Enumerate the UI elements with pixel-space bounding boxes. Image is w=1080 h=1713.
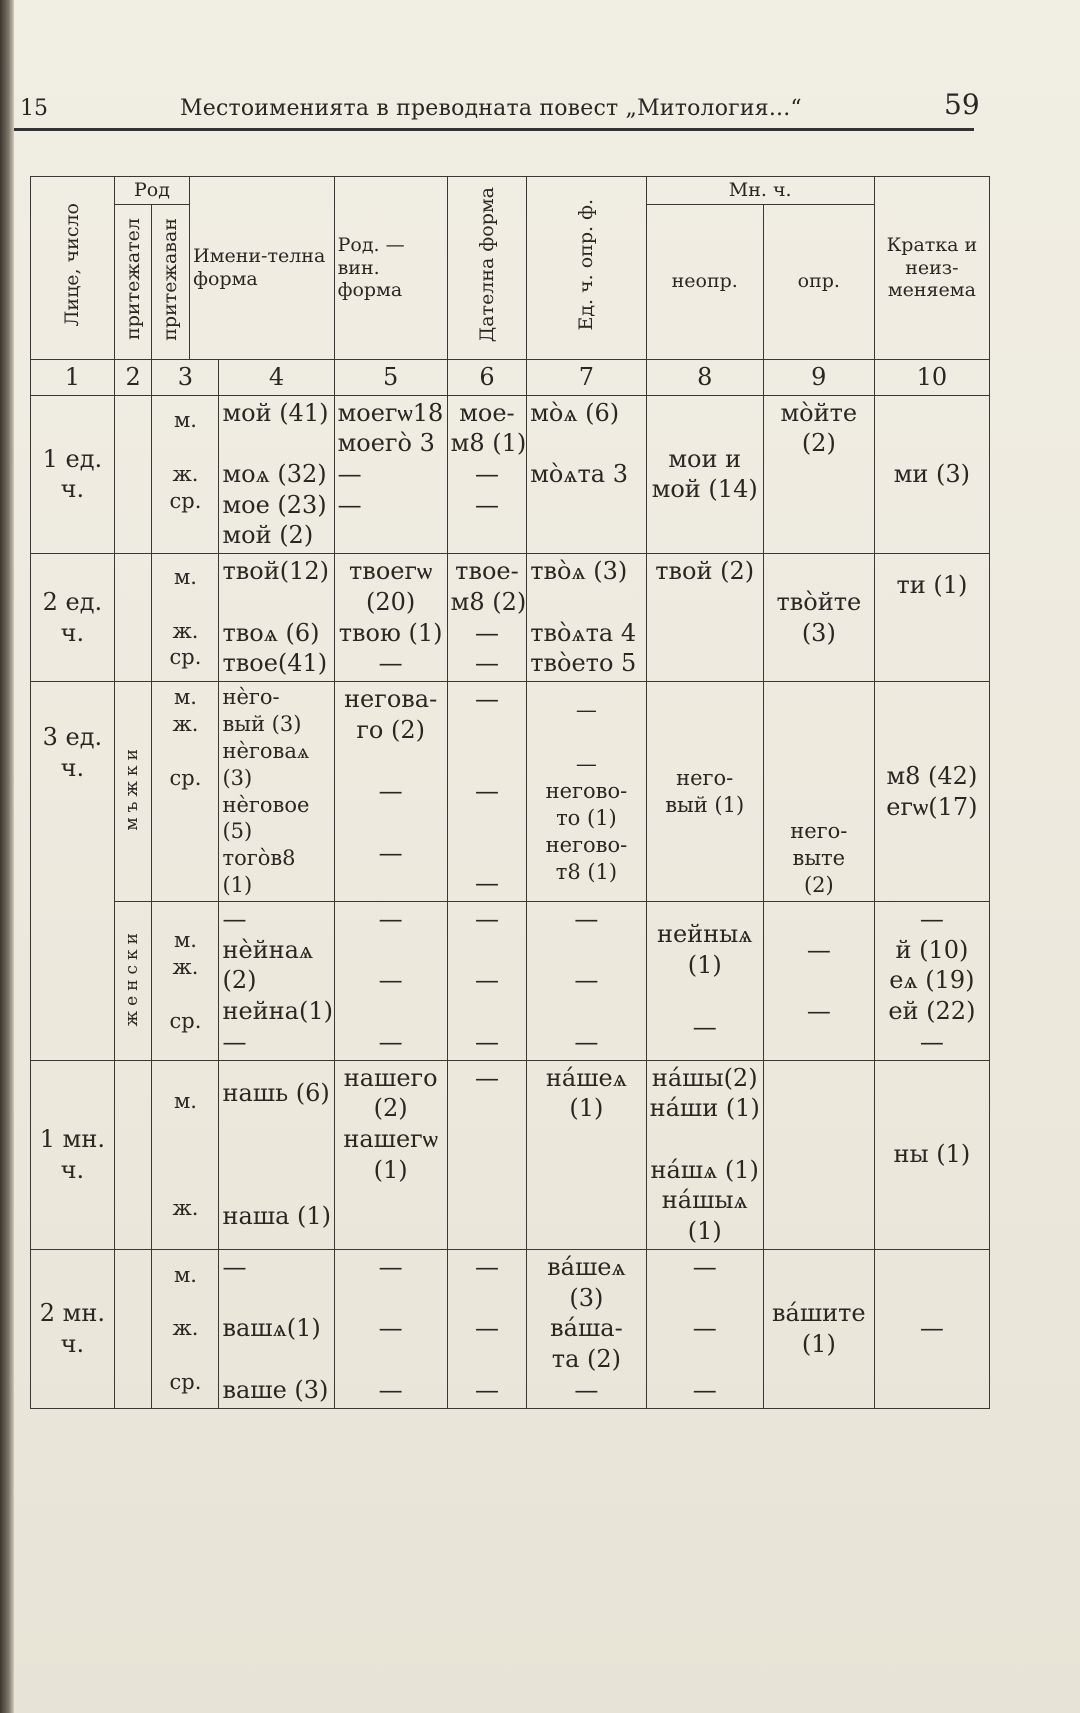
- gender-cell: м. ж. ср.: [152, 681, 219, 901]
- nominative-cell: нашь (6) наша (1): [219, 1060, 334, 1249]
- person-cell: 2 мн. ч.: [31, 1249, 115, 1408]
- header-possessed: притежаван: [152, 204, 190, 359]
- definite-cell: твòйте (3): [763, 554, 874, 682]
- nominative-cell: — вашѧ(1) ваше (3): [219, 1249, 334, 1408]
- gen-acc-cell: — — —: [334, 1249, 447, 1408]
- header-plural: Мн. ч.: [646, 177, 874, 205]
- gen-acc-cell: негова- го (2) — —: [334, 681, 447, 901]
- indefinite-cell: него- вый (1): [646, 681, 763, 901]
- page-number-left: 15: [20, 96, 48, 121]
- gen-acc-cell: — — —: [334, 902, 447, 1061]
- short-form-cell: м8 (42) егѡ(17): [874, 681, 989, 901]
- table-row-2pl: [31, 1249, 990, 1408]
- short-form-cell: — й (10) еѧ (19) ей (22) —: [874, 902, 989, 1061]
- page-number-right: 59: [944, 88, 980, 121]
- pronoun-table-container: [30, 176, 990, 1409]
- person-cell: 1 ед. ч.: [31, 395, 115, 554]
- header-def-singular: Ед. ч. опр. ф.: [527, 177, 646, 360]
- short-form-cell: —: [874, 1249, 989, 1408]
- header-person: Лице, число: [31, 177, 115, 360]
- col-number: 2: [114, 359, 152, 395]
- gen-acc-cell: нашего (2) нашегѡ (1): [334, 1060, 447, 1249]
- dative-cell: — — —: [447, 1249, 527, 1408]
- gender-cell: м. ж. ср.: [152, 395, 219, 554]
- short-form-cell: ми (3): [874, 395, 989, 554]
- short-form-cell: ти (1): [874, 554, 989, 682]
- gen-acc-cell: твоегѡ (20) твою (1) —: [334, 554, 447, 682]
- book-page: [14, 0, 1080, 1713]
- column-number-row: [31, 359, 990, 395]
- col-number: 5: [334, 359, 447, 395]
- book-spine-shadow: [0, 0, 14, 1713]
- col-number: 6: [447, 359, 527, 395]
- col-number: 7: [527, 359, 646, 395]
- table-header-row-1: [31, 177, 990, 205]
- indefinite-cell: твой (2): [646, 554, 763, 682]
- pronoun-forms-table: [30, 176, 990, 1409]
- col-number: 1: [31, 359, 115, 395]
- definite-cell: мòйте (2): [763, 395, 874, 554]
- def-singular-cell: твòѧ (3) твòѧта 4 твòето 5: [527, 554, 646, 682]
- nominative-cell: — нѐйнаѧ (2) нейна(1) —: [219, 902, 334, 1061]
- def-singular-cell: — — —: [527, 902, 646, 1061]
- nominative-cell: твой(12) твоѧ (6) твое(41): [219, 554, 334, 682]
- table-row-3sg-feminine: [31, 902, 990, 1061]
- possessor-cell: [114, 395, 152, 554]
- person-cell: 3 ед. ч.: [31, 681, 115, 1060]
- possessor-fem-label: женски: [114, 902, 152, 1061]
- definite-cell: [763, 1060, 874, 1249]
- person-cell: 1 мн. ч.: [31, 1060, 115, 1249]
- dative-cell: — — —: [447, 681, 527, 901]
- gen-acc-cell: моегѡ18 моегò 3 — —: [334, 395, 447, 554]
- col-number: 3: [152, 359, 219, 395]
- def-singular-cell: — — негово- то (1) негово- т8 (1): [527, 681, 646, 901]
- header-gen-acc: Род. — вин. форма: [334, 177, 447, 360]
- short-form-cell: ны (1): [874, 1060, 989, 1249]
- running-title: Местоименията в преводната повест „Митология...“: [180, 96, 802, 121]
- header-dative: Дателна форма: [447, 177, 527, 360]
- possessor-cell: [114, 1060, 152, 1249]
- table-row-1pl: [31, 1060, 990, 1249]
- gender-cell: м. ж. ср.: [152, 1249, 219, 1408]
- possessor-masc-label: мъжки: [114, 681, 152, 901]
- dative-cell: —: [447, 1060, 527, 1249]
- definite-cell: вáшите (1): [763, 1249, 874, 1408]
- definite-cell: него- выте (2): [763, 681, 874, 901]
- nominative-cell: нѐго- вый (3) нѐговаѧ (3) нѐговое (5) тогòв8 (1): [219, 681, 334, 901]
- col-number: 9: [763, 359, 874, 395]
- table-row-2sg: [31, 554, 990, 682]
- dative-cell: твое- м8 (2) — —: [447, 554, 527, 682]
- indefinite-cell: мои и мой (14): [646, 395, 763, 554]
- header-definite: опр.: [763, 204, 874, 359]
- possessor-cell: [114, 1249, 152, 1408]
- header-indefinite: неопр.: [646, 204, 763, 359]
- def-singular-cell: вáшеѧ (3) вáша- та (2) —: [527, 1249, 646, 1408]
- gender-cell: м. ж. ср.: [152, 554, 219, 682]
- nominative-cell: мой (41) моѧ (32) мое (23) мой (2): [219, 395, 334, 554]
- indefinite-cell: нáшы(2) нáши (1) нáшѧ (1) нáшыѧ (1): [646, 1060, 763, 1249]
- indefinite-cell: — — —: [646, 1249, 763, 1408]
- col-number: 8: [646, 359, 763, 395]
- table-row-1sg: [31, 395, 990, 554]
- dative-cell: — — —: [447, 902, 527, 1061]
- dative-cell: мое- м8 (1) — —: [447, 395, 527, 554]
- header-rod: Род: [114, 177, 189, 205]
- def-singular-cell: нáшеѧ (1): [527, 1060, 646, 1249]
- col-number: 4: [219, 359, 334, 395]
- person-cell: 2 ед. ч.: [31, 554, 115, 682]
- header-rule: [14, 128, 974, 131]
- possessor-cell: [114, 554, 152, 682]
- gender-cell: м. ж. ср.: [152, 902, 219, 1061]
- header-nominative: Имени-телна форма: [190, 177, 334, 360]
- header-short-form: Кратка и неиз-меняема: [874, 177, 989, 360]
- page-header: [14, 84, 1080, 124]
- def-singular-cell: мòѧ (6) мòѧта 3: [527, 395, 646, 554]
- definite-cell: — —: [763, 902, 874, 1061]
- gender-cell: м. ж.: [152, 1060, 219, 1249]
- header-possessor: притежател: [114, 204, 152, 359]
- indefinite-cell: нейныѧ (1) —: [646, 902, 763, 1061]
- col-number: 10: [874, 359, 989, 395]
- table-row-3sg-masculine: [31, 681, 990, 901]
